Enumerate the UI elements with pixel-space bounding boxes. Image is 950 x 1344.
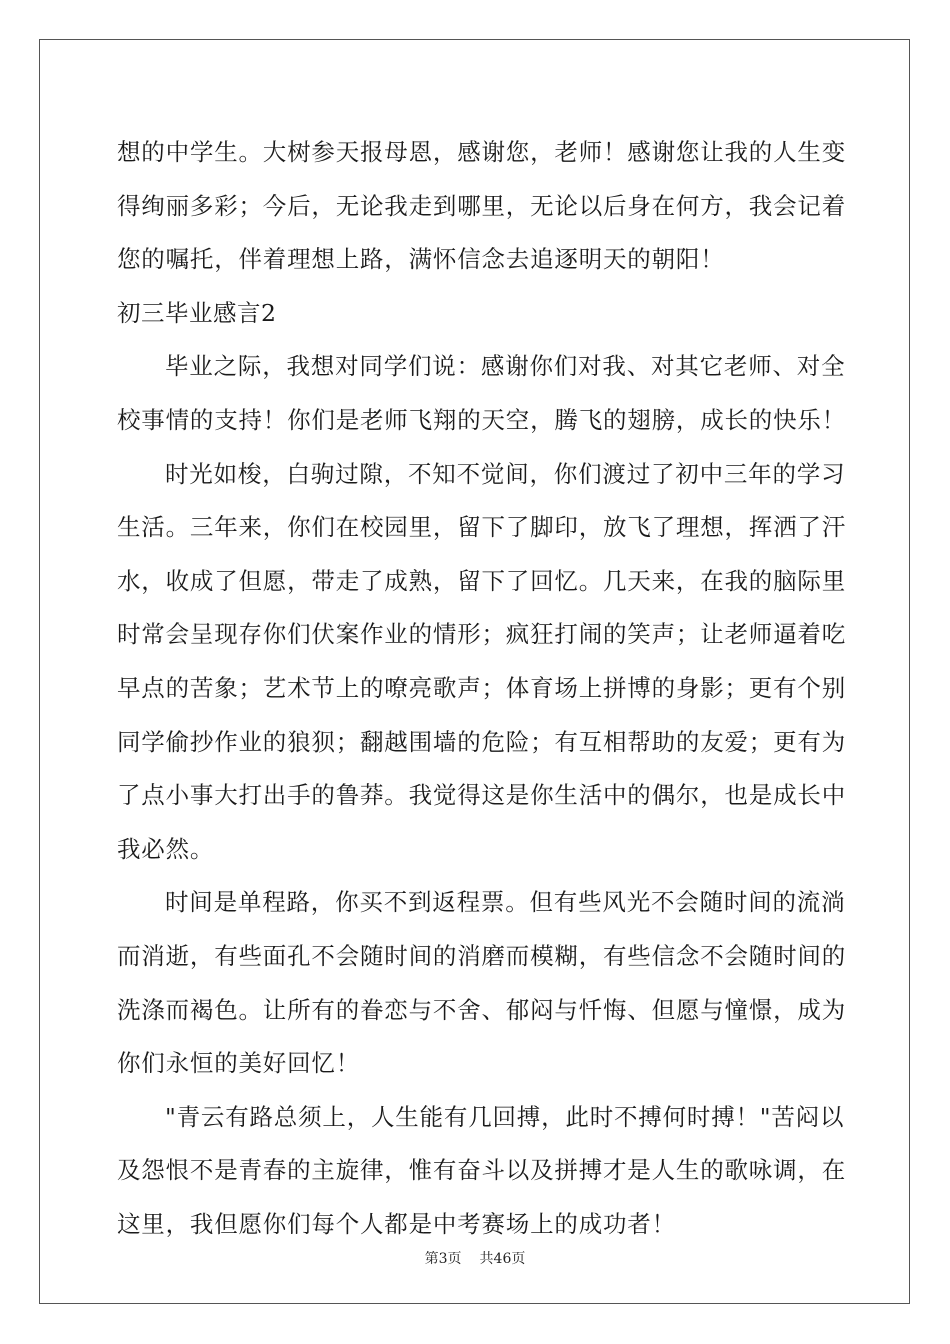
- document-body: [117, 126, 846, 1251]
- body-line: 时光如梭，白驹过隙，不知不觉间，你们渡过了初中三年的学习: [165, 459, 846, 488]
- body-line: 校事情的支持！你们是老师飞翔的天空，腾飞的翅膀，成长的快乐！: [117, 405, 846, 434]
- body-line: 这里，我但愿你们每个人都是中考赛场上的成功者！: [117, 1209, 676, 1238]
- section-heading: 初三毕业感言2: [117, 298, 277, 327]
- body-line: 你们永恒的美好回忆！: [117, 1049, 360, 1078]
- body-line: 同学偷抄作业的狼狈；翻越围墙的危险；有互相帮助的友爱；更有为: [117, 727, 846, 756]
- page-footer: [0, 1248, 950, 1268]
- body-line: 洗涤而褐色。让所有的眷恋与不舍、郁闷与忏悔、但愿与憧憬，成为: [117, 995, 846, 1024]
- body-line: 得绚丽多彩；今后，无论我走到哪里，无论以后身在何方，我会记着: [117, 191, 846, 220]
- page-total: 共46页: [479, 1251, 526, 1267]
- body-line: 想的中学生。大树参天报母恩，感谢您，老师！感谢您让我的人生变: [117, 138, 846, 166]
- body-line: 水，收成了但愿，带走了成熟，留下了回忆。几天来，在我的脑际里: [117, 566, 846, 595]
- body-line: 生活。三年来，你们在校园里，留下了脚印，放飞了理想，挥洒了汗: [117, 513, 846, 542]
- page-number: 第3页: [424, 1251, 462, 1267]
- body-line: 了点小事大打出手的鲁莽。我觉得这是你生活中的偶尔，也是成长中: [117, 781, 846, 810]
- body-line: 毕业之际，我想对同学们说：感谢你们对我、对其它老师、对全: [165, 352, 846, 381]
- body-line: 及怨恨不是青春的主旋律，惟有奋斗以及拼搏才是人生的歌咏调，在: [117, 1156, 846, 1185]
- body-line: 而消逝，有些面孔不会随时间的消磨而模糊，有些信念不会随时间的: [117, 941, 846, 970]
- body-line: "青云有路总须上，人生能有几回搏，此时不搏何时搏！"苦闷以: [165, 1102, 845, 1131]
- body-line: 时常会呈现存你们伏案作业的情形；疯狂打闹的笑声；让老师逼着吃: [117, 620, 846, 649]
- body-line: 我必然。: [117, 834, 215, 863]
- body-line: 早点的苦象；艺术节上的嘹亮歌声；体育场上拼博的身影；更有个别: [117, 673, 846, 702]
- body-line: 您的嘱托，伴着理想上路，满怀信念去追逐明天的朝阳！: [117, 245, 725, 274]
- body-line: 时间是单程路，你买不到返程票。但有些风光不会随时间的流淌: [165, 888, 846, 917]
